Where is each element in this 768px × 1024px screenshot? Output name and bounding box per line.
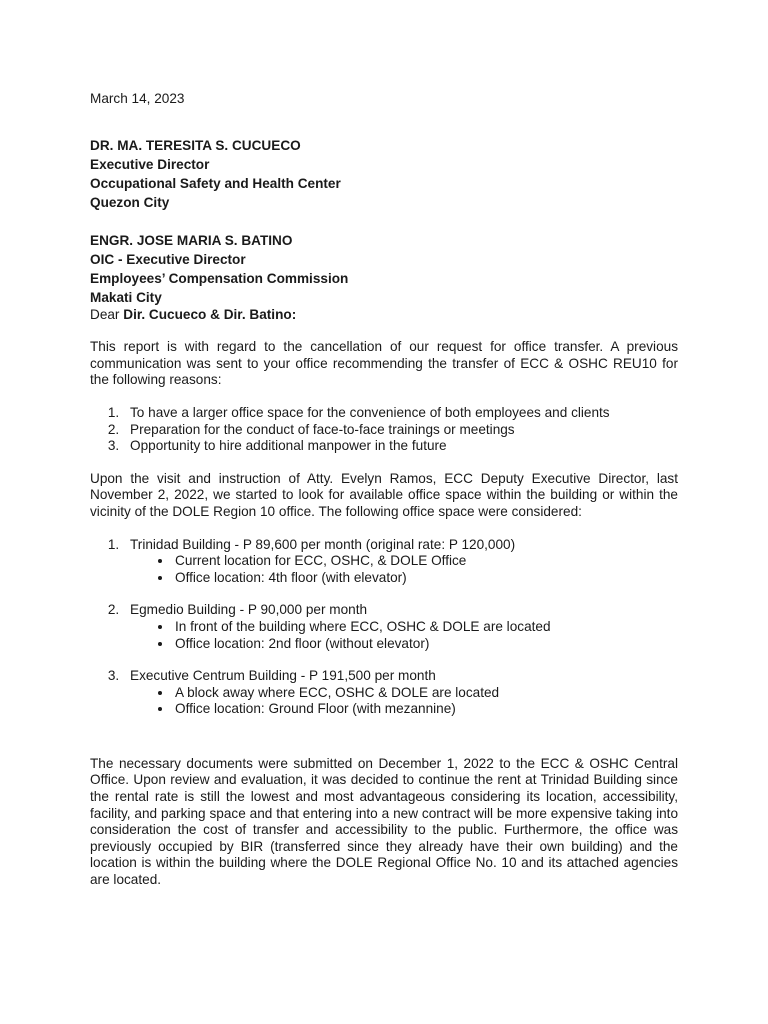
list-item: • Office location: 2nd floor (without elevator) — [173, 636, 678, 653]
visit-paragraph: Upon the visit and instruction of Atty. Evelyn Ramos, ECC Deputy Executive Director, last November 2, 2022, we started to look for available office space within the building or within the vicinity of the DOLE Region 10 office. The following office space were considered: — [90, 470, 678, 519]
list-item: 2. Preparation for the conduct of face-to-face trainings or meetings — [123, 422, 678, 439]
list-item: • Office location: 4th floor (with elevator) — [173, 570, 678, 587]
letter-date: March 14, 2023 — [90, 91, 185, 106]
office-options-list — [90, 537, 678, 718]
letter-page — [90, 91, 678, 889]
list-item: 1. To have a larger office space for the convenience of both employees and clients — [123, 405, 678, 422]
office-option-details — [130, 553, 678, 586]
office-option-heading: Executive Centrum Building - P 191,500 per month — [130, 668, 436, 684]
reasons-list — [90, 405, 678, 455]
list-item: • In front of the building where ECC, OSHC & DOLE are located — [173, 619, 678, 636]
recipient-city: Quezon City — [90, 194, 170, 210]
recipient-title: OIC - Executive Director — [90, 251, 246, 267]
office-option — [123, 602, 678, 652]
office-option-details — [130, 619, 678, 652]
list-item: 3. Opportunity to hire additional manpower in the future — [123, 438, 678, 455]
recipient-block-2 — [90, 231, 678, 307]
salutation-names: Dir. Cucueco & Dir. Batino: — [123, 306, 297, 322]
recipient-city: Makati City — [90, 289, 162, 305]
list-item: • Current location for ECC, OSHC, & DOLE Office — [173, 553, 678, 570]
recipient-organization: Occupational Safety and Health Center — [90, 175, 341, 191]
office-option-heading: Egmedio Building - P 90,000 per month — [130, 602, 368, 618]
office-option — [123, 668, 678, 718]
intro-paragraph: This report is with regard to the cancellation of our request for office transfer. A previous communication was sent to your office recommending the transfer of ECC & OSHC REU10 for the following reasons: — [90, 339, 678, 388]
recipient-title: Executive Director — [90, 156, 210, 172]
decision-paragraph: The necessary documents were submitted on December 1, 2022 to the ECC & OSHC Central Office. Upon review and evaluation, it was decided to continue the rent at Trinidad Building since the rental rate is still the lowest and most advantageous considering its location, accessibility, facility, and parking space and that entering into a new contract will be more expensive taking into consideration the cost of transfer and accessibility to the public. Furthermore, the office was previously occupied by BIR (transferred since they already have their own building) and the location is within the building where the DOLE Regional Office No. 10 and its attached agencies are located. — [90, 755, 678, 888]
office-option-heading: Trinidad Building - P 89,600 per month (original rate: P 120,000) — [130, 536, 516, 552]
list-item: • Office location: Ground Floor (with mezannine) — [173, 701, 678, 718]
list-item: • A block away where ECC, OSHC & DOLE are located — [173, 685, 678, 702]
salutation-prefix: Dear — [90, 306, 124, 322]
recipient-organization: Employees’ Compensation Commission — [90, 270, 349, 286]
office-option — [123, 537, 678, 587]
recipient-name: ENGR. JOSE MARIA S. BATINO — [90, 232, 293, 248]
recipient-block-1 — [90, 136, 678, 212]
salutation — [90, 307, 678, 324]
recipient-name: DR. MA. TERESITA S. CUCUECO — [90, 137, 301, 153]
office-option-details — [130, 685, 678, 718]
